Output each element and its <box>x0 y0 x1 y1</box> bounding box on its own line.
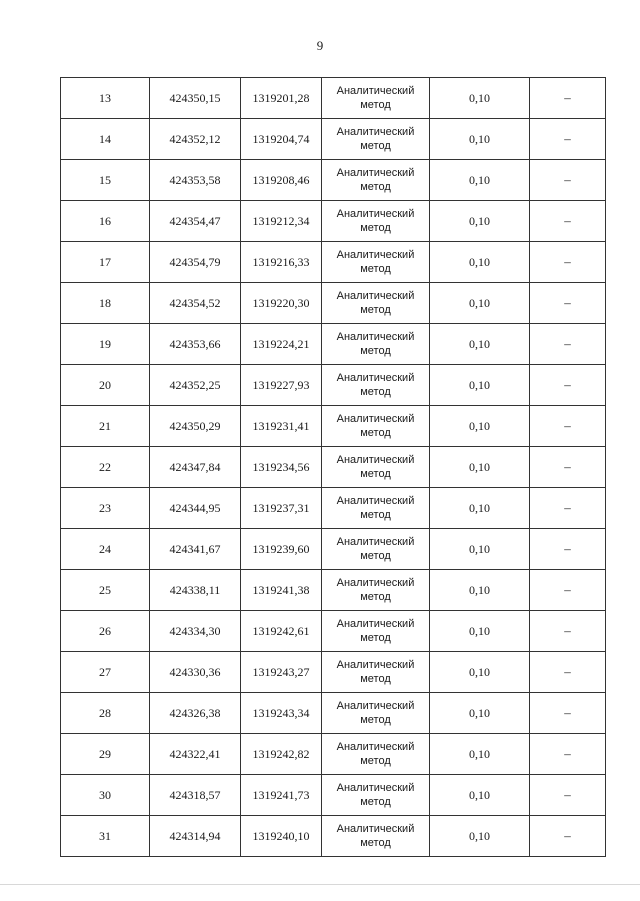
method-line-1: Аналитический <box>336 782 415 794</box>
table-row <box>61 570 606 611</box>
coordinate-y-cell: 1319241,73 <box>241 775 322 816</box>
method-line-1: Аналитический <box>336 823 415 835</box>
accuracy-cell: 0,10 <box>430 652 530 693</box>
method-cell <box>322 775 430 816</box>
coordinate-y-cell: 1319212,34 <box>241 201 322 242</box>
point-number-cell: 22 <box>61 447 150 488</box>
point-number-cell: 15 <box>61 160 150 201</box>
point-number-cell: 27 <box>61 652 150 693</box>
coordinate-y-cell: 1319241,38 <box>241 570 322 611</box>
note-cell: – <box>530 693 606 734</box>
accuracy-cell: 0,10 <box>430 734 530 775</box>
method-cell <box>322 816 430 857</box>
method-line-2: метод <box>360 755 391 767</box>
method-line-1: Аналитический <box>336 536 415 548</box>
method-line-2: метод <box>360 550 391 562</box>
method-line-1: Аналитический <box>336 290 415 302</box>
coordinate-x-cell: 424334,30 <box>150 611 241 652</box>
accuracy-cell: 0,10 <box>430 570 530 611</box>
coordinate-x-cell: 424354,79 <box>150 242 241 283</box>
scan-edge-line <box>0 884 640 885</box>
coordinate-x-cell: 424353,66 <box>150 324 241 365</box>
table-row <box>61 775 606 816</box>
method-cell <box>322 283 430 324</box>
method-cell <box>322 406 430 447</box>
method-line-2: метод <box>360 427 391 439</box>
coordinate-x-cell: 424318,57 <box>150 775 241 816</box>
method-line-1: Аналитический <box>336 577 415 589</box>
coordinate-y-cell: 1319204,74 <box>241 119 322 160</box>
method-cell <box>322 447 430 488</box>
point-number-cell: 16 <box>61 201 150 242</box>
note-cell: – <box>530 488 606 529</box>
accuracy-cell: 0,10 <box>430 160 530 201</box>
method-line-1: Аналитический <box>336 372 415 384</box>
method-line-2: метод <box>360 345 391 357</box>
method-line-1: Аналитический <box>336 413 415 425</box>
method-line-1: Аналитический <box>336 85 415 97</box>
point-number-cell: 31 <box>61 816 150 857</box>
note-cell: – <box>530 406 606 447</box>
coordinate-x-cell: 424326,38 <box>150 693 241 734</box>
note-cell: – <box>530 734 606 775</box>
method-cell <box>322 78 430 119</box>
point-number-cell: 25 <box>61 570 150 611</box>
method-cell <box>322 734 430 775</box>
table-row <box>61 816 606 857</box>
method-line-2: метод <box>360 304 391 316</box>
table-row <box>61 529 606 570</box>
coordinate-y-cell: 1319242,61 <box>241 611 322 652</box>
method-line-2: метод <box>360 386 391 398</box>
coordinate-x-cell: 424354,47 <box>150 201 241 242</box>
coordinate-y-cell: 1319231,41 <box>241 406 322 447</box>
note-cell: – <box>530 78 606 119</box>
method-cell <box>322 652 430 693</box>
method-line-2: метод <box>360 99 391 111</box>
note-cell: – <box>530 119 606 160</box>
note-cell: – <box>530 816 606 857</box>
accuracy-cell: 0,10 <box>430 775 530 816</box>
table-row <box>61 365 606 406</box>
coordinate-y-cell: 1319220,30 <box>241 283 322 324</box>
accuracy-cell: 0,10 <box>430 324 530 365</box>
method-line-2: метод <box>360 509 391 521</box>
accuracy-cell: 0,10 <box>430 201 530 242</box>
method-cell <box>322 529 430 570</box>
point-number-cell: 28 <box>61 693 150 734</box>
table-row <box>61 242 606 283</box>
method-cell <box>322 242 430 283</box>
coordinate-x-cell: 424330,36 <box>150 652 241 693</box>
method-line-1: Аналитический <box>336 126 415 138</box>
accuracy-cell: 0,10 <box>430 119 530 160</box>
coordinates-table-body <box>61 78 606 857</box>
coordinate-x-cell: 424344,95 <box>150 488 241 529</box>
accuracy-cell: 0,10 <box>430 242 530 283</box>
coordinate-y-cell: 1319208,46 <box>241 160 322 201</box>
table-row <box>61 406 606 447</box>
accuracy-cell: 0,10 <box>430 693 530 734</box>
coordinate-y-cell: 1319227,93 <box>241 365 322 406</box>
method-line-1: Аналитический <box>336 618 415 630</box>
note-cell: – <box>530 324 606 365</box>
table-row <box>61 160 606 201</box>
table-row <box>61 693 606 734</box>
accuracy-cell: 0,10 <box>430 78 530 119</box>
point-number-cell: 26 <box>61 611 150 652</box>
method-cell <box>322 570 430 611</box>
table-row <box>61 283 606 324</box>
coordinate-y-cell: 1319216,33 <box>241 242 322 283</box>
method-line-2: метод <box>360 714 391 726</box>
note-cell: – <box>530 447 606 488</box>
note-cell: – <box>530 160 606 201</box>
note-cell: – <box>530 652 606 693</box>
coordinate-y-cell: 1319237,31 <box>241 488 322 529</box>
method-line-2: метод <box>360 632 391 644</box>
method-line-1: Аналитический <box>336 167 415 179</box>
method-line-1: Аналитический <box>336 208 415 220</box>
method-line-1: Аналитический <box>336 249 415 261</box>
table-row <box>61 201 606 242</box>
method-line-1: Аналитический <box>336 495 415 507</box>
table-row <box>61 611 606 652</box>
accuracy-cell: 0,10 <box>430 365 530 406</box>
method-line-2: метод <box>360 181 391 193</box>
table-row <box>61 488 606 529</box>
method-line-1: Аналитический <box>336 700 415 712</box>
accuracy-cell: 0,10 <box>430 611 530 652</box>
method-line-2: метод <box>360 222 391 234</box>
method-line-1: Аналитический <box>336 454 415 466</box>
method-cell <box>322 693 430 734</box>
method-cell <box>322 160 430 201</box>
method-line-2: метод <box>360 140 391 152</box>
coordinate-x-cell: 424353,58 <box>150 160 241 201</box>
note-cell: – <box>530 365 606 406</box>
coordinate-x-cell: 424341,67 <box>150 529 241 570</box>
point-number-cell: 17 <box>61 242 150 283</box>
method-line-2: метод <box>360 591 391 603</box>
note-cell: – <box>530 242 606 283</box>
accuracy-cell: 0,10 <box>430 447 530 488</box>
page-number: 9 <box>316 38 324 53</box>
method-line-2: метод <box>360 673 391 685</box>
coordinate-x-cell: 424314,94 <box>150 816 241 857</box>
method-cell <box>322 324 430 365</box>
coordinate-y-cell: 1319201,28 <box>241 78 322 119</box>
note-cell: – <box>530 201 606 242</box>
point-number-cell: 21 <box>61 406 150 447</box>
table-row <box>61 324 606 365</box>
coordinate-y-cell: 1319239,60 <box>241 529 322 570</box>
coordinates-table <box>60 77 606 857</box>
method-line-2: метод <box>360 837 391 849</box>
point-number-cell: 30 <box>61 775 150 816</box>
method-line-2: метод <box>360 263 391 275</box>
table-row <box>61 734 606 775</box>
note-cell: – <box>530 529 606 570</box>
coordinate-y-cell: 1319243,34 <box>241 693 322 734</box>
method-cell <box>322 365 430 406</box>
coordinate-x-cell: 424322,41 <box>150 734 241 775</box>
table-row <box>61 447 606 488</box>
coordinate-y-cell: 1319243,27 <box>241 652 322 693</box>
coordinate-x-cell: 424352,25 <box>150 365 241 406</box>
coordinate-y-cell: 1319242,82 <box>241 734 322 775</box>
method-line-1: Аналитический <box>336 331 415 343</box>
coordinate-y-cell: 1319224,21 <box>241 324 322 365</box>
point-number-cell: 20 <box>61 365 150 406</box>
method-cell <box>322 488 430 529</box>
method-cell <box>322 201 430 242</box>
method-line-2: метод <box>360 796 391 808</box>
coordinate-x-cell: 424350,15 <box>150 78 241 119</box>
method-cell <box>322 119 430 160</box>
coordinate-x-cell: 424350,29 <box>150 406 241 447</box>
method-cell <box>322 611 430 652</box>
table-row <box>61 119 606 160</box>
accuracy-cell: 0,10 <box>430 488 530 529</box>
coordinate-y-cell: 1319234,56 <box>241 447 322 488</box>
coordinate-x-cell: 424338,11 <box>150 570 241 611</box>
accuracy-cell: 0,10 <box>430 816 530 857</box>
note-cell: – <box>530 570 606 611</box>
note-cell: – <box>530 283 606 324</box>
point-number-cell: 24 <box>61 529 150 570</box>
note-cell: – <box>530 611 606 652</box>
table-row <box>61 652 606 693</box>
point-number-cell: 18 <box>61 283 150 324</box>
method-line-1: Аналитический <box>336 741 415 753</box>
accuracy-cell: 0,10 <box>430 283 530 324</box>
accuracy-cell: 0,10 <box>430 406 530 447</box>
coordinate-y-cell: 1319240,10 <box>241 816 322 857</box>
method-line-1: Аналитический <box>336 659 415 671</box>
accuracy-cell: 0,10 <box>430 529 530 570</box>
point-number-cell: 23 <box>61 488 150 529</box>
coordinate-x-cell: 424352,12 <box>150 119 241 160</box>
note-cell: – <box>530 775 606 816</box>
coordinate-x-cell: 424354,52 <box>150 283 241 324</box>
point-number-cell: 19 <box>61 324 150 365</box>
point-number-cell: 13 <box>61 78 150 119</box>
point-number-cell: 29 <box>61 734 150 775</box>
method-line-2: метод <box>360 468 391 480</box>
point-number-cell: 14 <box>61 119 150 160</box>
coordinate-x-cell: 424347,84 <box>150 447 241 488</box>
table-row <box>61 78 606 119</box>
